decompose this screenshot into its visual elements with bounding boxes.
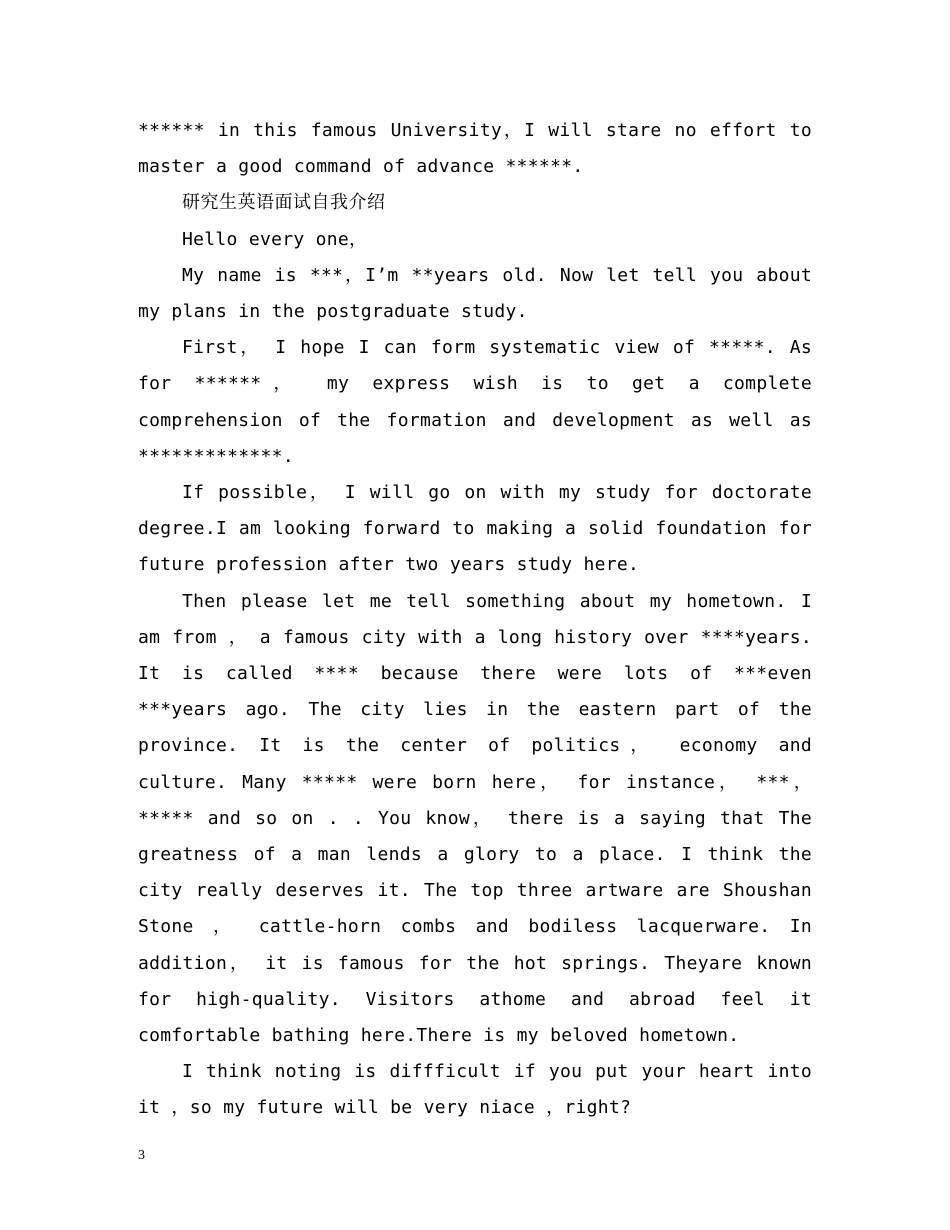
paragraph-study-plan: First， I hope I can form systematic view of *****. As for ******， my express wish is to get a complete comprehension of the formation and development as well as *************.: [138, 337, 812, 467]
paragraph-name-intro: My name is ***，I’m **years old. Now let tell you about my plans in the postgraduate study.: [138, 264, 812, 323]
section-heading-chinese: 研究生英语面试自我介绍: [182, 192, 386, 214]
paragraph-hometown: Then please let me tell something about my hometown. I am from ， a famous city with a long history over ****years. It is called **** because there were lots of ***even ***years ago. The city lies in the eastern part of the province. It is the center of politics， economy and culture. Many ***** were born here， for instance， ***， ***** and so on . . You know， there is a saying that The greatness of a man lends a glory to a place. I think the city really deserves it. The top three artware are Shoushan Stone ， cattle-horn combs and bodiless lacquerware. In addition， it is famous for the hot springs. Theyare known for high-quality. Visitors athome and abroad feel it comfortable bathing here.There is my beloved hometown.: [138, 590, 812, 1047]
paragraph-doctorate: If possible， I will go on with my study for doctorate degree.I am looking forward to making a solid foundation for future profession after two years study here.: [138, 482, 812, 576]
paragraph-continuation: ****** in this famous University，I will stare no effort to master a good command of advance ******.: [138, 120, 812, 178]
paragraph-greeting: Hello every one，: [182, 228, 368, 250]
paragraph-closing: I think noting is diffficult if you put your heart into it ，so my future will be very niace ，right?: [138, 1061, 812, 1119]
page-number: 3: [138, 1148, 145, 1163]
body-text: [138, 113, 812, 1127]
